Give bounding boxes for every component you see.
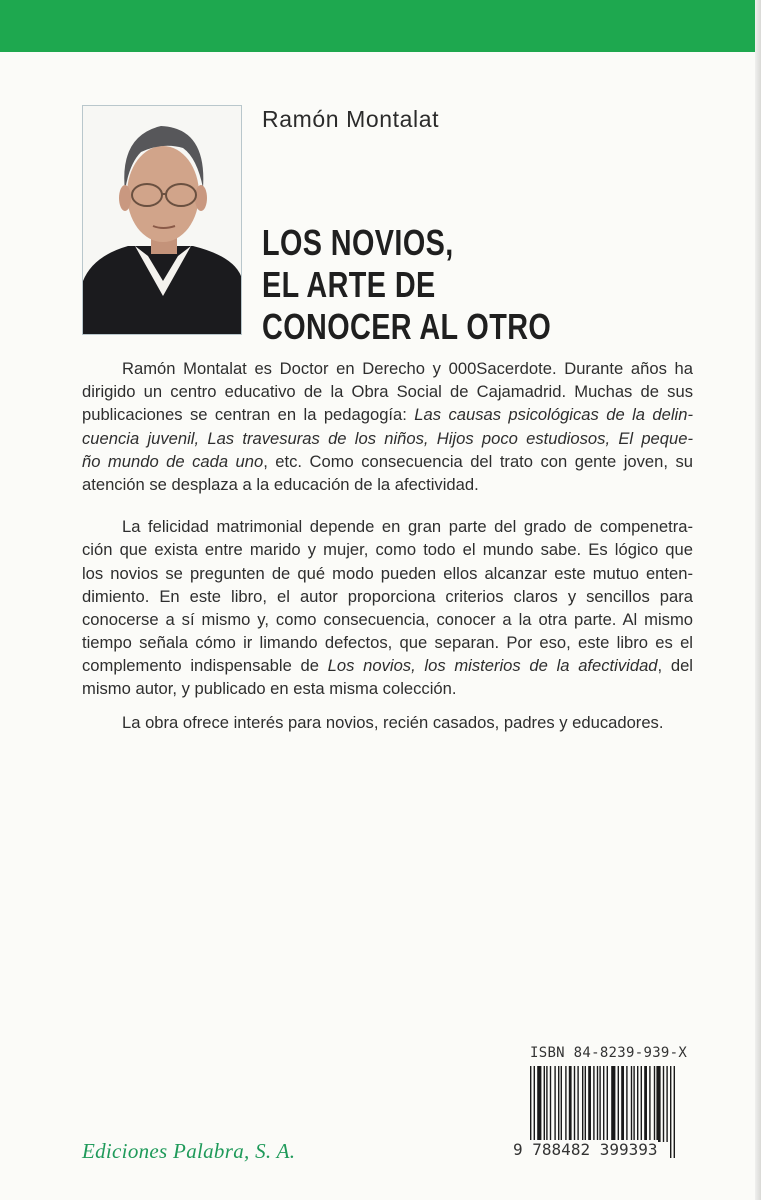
barcode-bar [558,1066,559,1142]
text-line [82,677,693,700]
barcode-bar [611,1066,615,1142]
text-span: tiempo señala cómo ir limando defectos, que separan. Por eso, este libro es el [82,633,693,653]
book-title [262,222,551,348]
isbn-label: ISBN 84-8239-939-X [530,1045,688,1061]
text-line [82,450,693,473]
text-span: , etc. Como consecuencia del trato con gente joven, su [263,451,693,471]
text-line [82,473,693,496]
barcode-bar [588,1066,591,1142]
barcode-bar [607,1066,608,1142]
author-name: Ramón Montalat [262,106,440,132]
paragraph [82,711,693,734]
publisher-name: Ediciones Palabra, S. A. [82,1139,296,1163]
text-line [82,608,693,631]
barcode-bar [582,1066,583,1142]
italic-title-text: cuencia juvenil, Las travesuras de los niños, Hijos poco estudiosos, El peque- [82,428,693,448]
barcode-digits-right: 399393 [599,1140,658,1159]
text-line [82,585,693,608]
text-span: publicaciones se centran en la pedagogía: [82,405,415,425]
text-span: atención se desplaza a la educación de la afectividad. [82,474,479,494]
text-line [82,357,693,380]
title-line: EL ARTE DE [262,264,436,305]
blurb-text [82,357,693,753]
barcode-bar [663,1066,664,1142]
text-span: complemento indispensable de [82,656,328,676]
barcode-bar [597,1066,598,1142]
text-line [82,711,693,734]
author-photo [82,105,242,335]
barcode-bar [537,1066,541,1142]
text-span: dimiento. En este libro, el autor proporciona criterios claros y sencillos para [82,586,693,606]
text-span: , del [657,656,693,676]
text-line [82,562,693,585]
barcode-bar [637,1066,638,1142]
italic-title-text: Los novios, los misterios de la afectividad [327,656,658,676]
barcode-bar [666,1066,667,1142]
text-span: ción que exista entre marido y mujer, como todo el mundo sabe. Es lógico que [82,540,693,560]
barcode-bar [654,1066,655,1142]
text-line [82,538,693,561]
barcode-bar [618,1066,619,1142]
barcode-bar [544,1066,545,1142]
green-top-band [0,0,761,52]
barcode-bar [574,1066,575,1142]
text-line [82,631,693,654]
barcode-bar [550,1066,551,1142]
title-line: CONOCER AL OTRO [262,306,552,347]
text-line [82,403,693,426]
text-line [82,380,693,403]
barcode-bar [631,1066,632,1142]
text-span: La felicidad matrimonial depende en gran parte del grado de compenetra- [122,517,693,537]
barcode-bar [674,1066,675,1158]
barcode-bar [561,1066,562,1142]
title-line: LOS NOVIOS, [262,222,454,263]
barcode-bar [656,1066,660,1142]
barcode-digits [513,1140,658,1159]
barcode-bar [569,1066,572,1142]
barcode-bar [670,1066,671,1158]
barcode-bar [577,1066,578,1142]
barcode-bar [554,1066,555,1142]
barcode-bar [593,1066,594,1142]
barcode-digit-prefix: 9 [513,1140,523,1159]
barcode-bar [546,1066,547,1142]
italic-title-text: ño mundo de cada uno [82,451,264,471]
barcode-bar [626,1066,627,1142]
barcode-bar [644,1066,647,1142]
barcode-bar [633,1066,634,1142]
barcode-bar [565,1066,566,1142]
text-span: Ramón Montalat es Doctor en Derecho y 000Sacerdote. Durante años ha [122,359,693,378]
text-span: los novios se pregunten de qué modo pueden ellos alcanzar este mutuo enten- [82,563,693,583]
page-edge [755,0,761,1200]
text-span: mismo autor, y publicado en esta misma colección. [82,679,457,699]
barcode-bar [585,1066,586,1142]
paragraph [82,357,693,496]
text-span: La obra ofrece interés para novios, recién casados, padres y educadores. [122,712,664,732]
text-line [82,427,693,450]
text-span: conocerse a sí mismo y, como consecuencia, conocer a la otra parte. Al mismo [82,609,693,629]
italic-title-text: Las causas psicológicas de la delin- [414,405,693,425]
paragraph [82,515,693,701]
barcode-digits-left: 788482 [532,1140,591,1159]
text-line [82,515,693,538]
text-line [82,654,693,677]
text-span: dirigido un centro educativo de la Obra Social de Cajamadrid. Muchas de sus [82,382,693,402]
barcode-bar [649,1066,650,1142]
barcode-bar [621,1066,624,1142]
barcode-bar [641,1066,642,1142]
